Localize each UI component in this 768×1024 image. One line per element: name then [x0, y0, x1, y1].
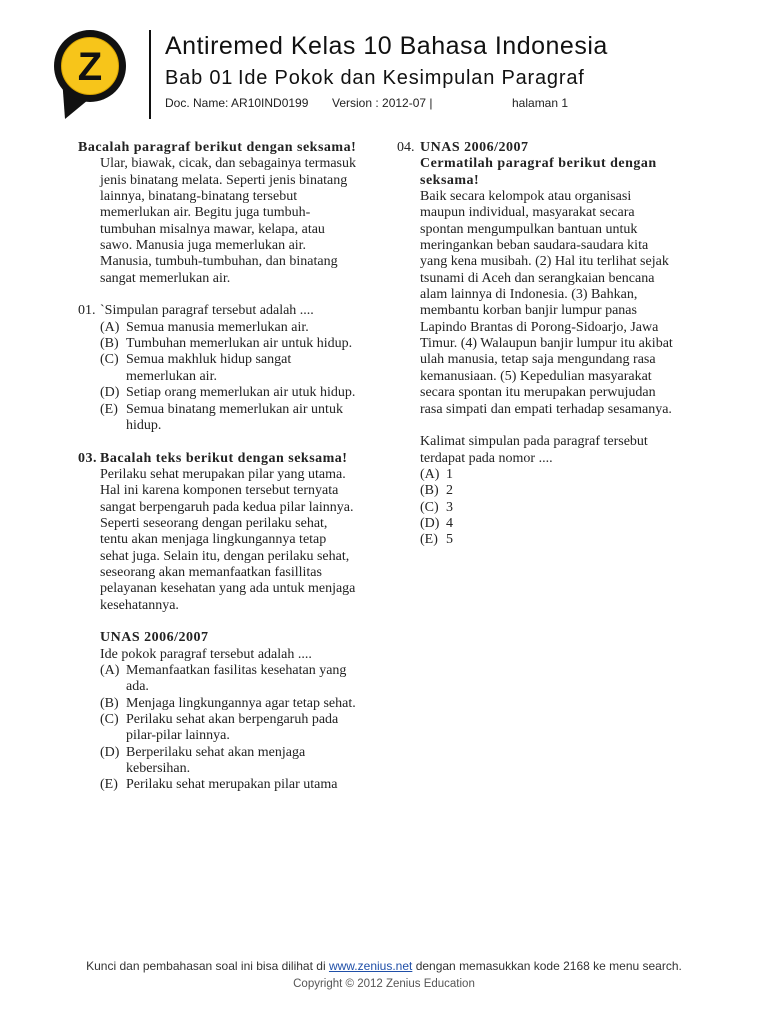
- text-line: Baik secara kelompok atau organisasi: [420, 189, 632, 205]
- option-text-line: 4: [446, 515, 453, 531]
- footer-note: [0, 958, 768, 974]
- text-line: Ular, biawak, cicak, dan sebagainya termasuk: [100, 156, 356, 172]
- text-line: Timur. (4) Walaupun banjir lumpur itu akibat: [420, 336, 673, 352]
- option-text-line: 5: [446, 532, 453, 548]
- option-text-line: pilar-pilar lainnya.: [126, 728, 230, 744]
- text-line: memerlukan air. Begitu juga tumbuh-: [100, 205, 311, 221]
- page-title: Antiremed Kelas 10 Bahasa Indonesia: [165, 32, 608, 60]
- text-line: Perilaku sehat merupakan pilar yang utama.: [100, 466, 346, 482]
- right-column: [397, 140, 702, 549]
- answer-option: [78, 336, 383, 352]
- option-text-line: Menjaga lingkungannya agar tetap sehat.: [126, 695, 356, 711]
- option-label: (D): [420, 515, 440, 531]
- option-text-line: Semua manusia memerlukan air.: [126, 319, 309, 335]
- question-number: 04.: [397, 140, 415, 155]
- option-label: (B): [420, 483, 439, 499]
- footer-note-text: Kunci dan pembahasan soal ini bisa dilihat di: [86, 959, 326, 973]
- question-prompt: `Simpulan paragraf tersebut adalah ....: [100, 303, 314, 319]
- text-line: sangat memerlukan air.: [100, 270, 231, 286]
- doc-name: Doc. Name: AR10IND0199: [165, 96, 309, 110]
- option-label: (B): [100, 695, 119, 711]
- text-line: pelayanan kesehatan yang ada untuk menjaga: [100, 581, 356, 597]
- text-line: Seperti seseorang dengan perilaku sehat,: [100, 515, 328, 531]
- option-text-line: Semua makhluk hidup sangat: [126, 352, 292, 368]
- option-text: [126, 777, 383, 793]
- option-text-line: Perilaku sehat merupakan pilar utama: [126, 777, 338, 793]
- answer-option: [397, 467, 702, 483]
- answer-options: [78, 320, 383, 434]
- answer-option: [78, 745, 383, 778]
- text-line: Cermatilah paragraf berikut dengan: [420, 156, 657, 172]
- option-text-line: ada.: [126, 679, 149, 695]
- option-text-line: 3: [446, 499, 453, 515]
- option-text-line: hidup.: [126, 417, 162, 433]
- question-03: [78, 451, 383, 467]
- option-text-line: Tumbuhan memerlukan air untuk hidup.: [126, 336, 353, 352]
- option-label: (E): [420, 532, 438, 548]
- option-text: [446, 467, 702, 483]
- text-line: yang kena musibah. (2) Hal itu terlihat sejak: [420, 254, 669, 270]
- copyright: Copyright © 2012 Zenius Education: [293, 978, 475, 990]
- answer-options: [78, 663, 383, 794]
- zenius-logo: [48, 28, 128, 120]
- option-text: [446, 516, 702, 532]
- spacer: [78, 434, 383, 450]
- option-label: (E): [100, 401, 118, 417]
- option-text: [446, 483, 702, 499]
- option-text-line: Memanfaatkan fasilitas kesehatan yang: [126, 663, 347, 678]
- option-label: (E): [100, 777, 118, 793]
- option-label: (D): [100, 744, 120, 760]
- option-text: [126, 320, 383, 336]
- passage-text: [78, 156, 383, 287]
- text-line: ulah manusia, tetap saja mengundang rasa: [420, 352, 656, 368]
- question-prompt: Ide pokok paragraf tersebut adalah ....: [100, 646, 312, 662]
- chapter-topic: Ide Pokok dan Kesimpulan Paragraf: [238, 67, 585, 89]
- option-text: [126, 712, 383, 745]
- text-line: Hal ini karena komponen tersebut ternyata: [100, 483, 339, 499]
- text-line: Lapindo Brantas di Porong-Sidoarjo, Jawa: [420, 319, 659, 335]
- footer-note-text: dengan memasukkan kode 2168 ke menu search.: [415, 959, 682, 973]
- option-text-line: Setiap orang memerlukan air utuk hidup.: [126, 385, 356, 401]
- question-number: 03.: [78, 450, 97, 466]
- text-line: spontan mengumpulkan bantuan untuk: [420, 221, 638, 237]
- logo-letter: Z: [77, 45, 103, 89]
- passage-instruction: Bacalah paragraf berikut dengan seksama!: [78, 140, 357, 155]
- answer-option: [78, 663, 383, 696]
- question-prompt: [397, 434, 702, 467]
- option-text: [126, 745, 383, 778]
- text-line: rasa simpati dan empati terhadap sesamanya.: [420, 401, 672, 417]
- option-label: (A): [420, 466, 440, 482]
- answer-option: [78, 402, 383, 435]
- option-text: [446, 532, 702, 548]
- answer-option: [397, 532, 702, 548]
- text-line: tsunami di Aceh dan serangkaian bencana: [420, 270, 655, 286]
- text-line: Kalimat simpulan pada paragraf tersebut: [420, 434, 648, 450]
- zenius-link[interactable]: www.zenius.net: [328, 959, 413, 973]
- option-label: (C): [100, 352, 119, 368]
- option-text-line: Berperilaku sehat akan menjaga: [126, 744, 306, 760]
- answer-option: [78, 320, 383, 336]
- text-line: alam lainnya di Indonesia. (3) Bahkan,: [420, 287, 638, 303]
- text-line: Manusia, tumbuh-tumbuhan, dan binatang: [100, 254, 338, 270]
- text-line: membantu korban banjir lumpur panas: [420, 303, 637, 319]
- option-text: [126, 696, 383, 712]
- answer-option: [78, 385, 383, 401]
- answer-option: [78, 712, 383, 745]
- passage-text: [397, 189, 702, 418]
- text-line: sehat juga. Selain itu, dengan perilaku sehat,: [100, 548, 350, 564]
- option-text: [126, 663, 383, 696]
- text-line: tentu akan menjaga lingkungannya tetap: [100, 532, 327, 548]
- text-line: sawo. Manusia juga memerlukan air.: [100, 238, 307, 254]
- text-line: kesehatannya.: [100, 597, 179, 613]
- text-line: terdapat pada nomor ....: [420, 450, 553, 466]
- question-number: 01.: [78, 303, 96, 319]
- passage-text: [78, 467, 383, 614]
- left-column: [78, 140, 383, 794]
- question-04: [397, 140, 702, 156]
- text-line: kemanusiaan. (5) Kepedulian masyarakat: [420, 368, 652, 384]
- answer-option: [397, 500, 702, 516]
- question-instruction: Bacalah teks berikut dengan seksama!: [100, 450, 348, 466]
- option-label: (C): [420, 499, 439, 515]
- text-line: jenis binatang melata. Seperti jenis binatang: [100, 172, 348, 188]
- text-line: secara spontan itu merupakan perwujudan: [420, 385, 656, 401]
- option-text-line: 2: [446, 483, 453, 499]
- answer-option: [78, 352, 383, 385]
- option-label: (A): [100, 663, 120, 678]
- option-text: [126, 352, 383, 385]
- option-text: [126, 385, 383, 401]
- question-instruction: [397, 156, 702, 189]
- question-source: UNAS 2006/2007: [100, 630, 209, 646]
- option-text-line: Semua binatang memerlukan air untuk: [126, 401, 343, 417]
- question-source: UNAS 2006/2007: [420, 140, 529, 155]
- option-text-line: kebersihan.: [126, 761, 191, 777]
- option-text: [126, 336, 383, 352]
- answer-option: [397, 483, 702, 499]
- answer-option: [78, 777, 383, 793]
- doc-version: Version : 2012-07 |: [332, 96, 433, 110]
- page-number: halaman 1: [512, 96, 569, 110]
- text-line: lainnya, binatang-binatang tersebut: [100, 189, 298, 205]
- option-label: (C): [100, 712, 119, 728]
- document-meta: [165, 96, 615, 110]
- text-line: meringankan beban saudara-saudara kita: [420, 238, 649, 254]
- option-text: [126, 402, 383, 435]
- spacer: [78, 614, 383, 630]
- option-label: (A): [100, 319, 120, 335]
- answer-options: [397, 467, 702, 549]
- text-line: maupun individual, masyarakat secara: [420, 205, 635, 221]
- chapter-number: Bab 01: [165, 67, 234, 89]
- spacer: [397, 418, 702, 434]
- chapter-subtitle: [165, 66, 685, 90]
- option-text-line: Perilaku sehat akan berpengaruh pada: [126, 712, 339, 728]
- text-line: tumbuhan misalnya mawar, kelapa, atau: [100, 221, 325, 237]
- option-text-line: memerlukan air.: [126, 368, 217, 384]
- text-line: seksama!: [420, 172, 480, 188]
- text-line: seseorang akan memanfaatkan fasillitas: [100, 564, 322, 580]
- header-divider: [149, 30, 151, 119]
- answer-option: [397, 516, 702, 532]
- text-line: sangat berpengaruh pada kedua pilar lainnya.: [100, 499, 354, 515]
- question-01: [78, 303, 383, 319]
- option-text-line: 1: [446, 466, 453, 482]
- option-label: (B): [100, 336, 119, 352]
- spacer: [78, 287, 383, 303]
- option-label: (D): [100, 385, 120, 401]
- option-text: [446, 500, 702, 516]
- answer-option: [78, 696, 383, 712]
